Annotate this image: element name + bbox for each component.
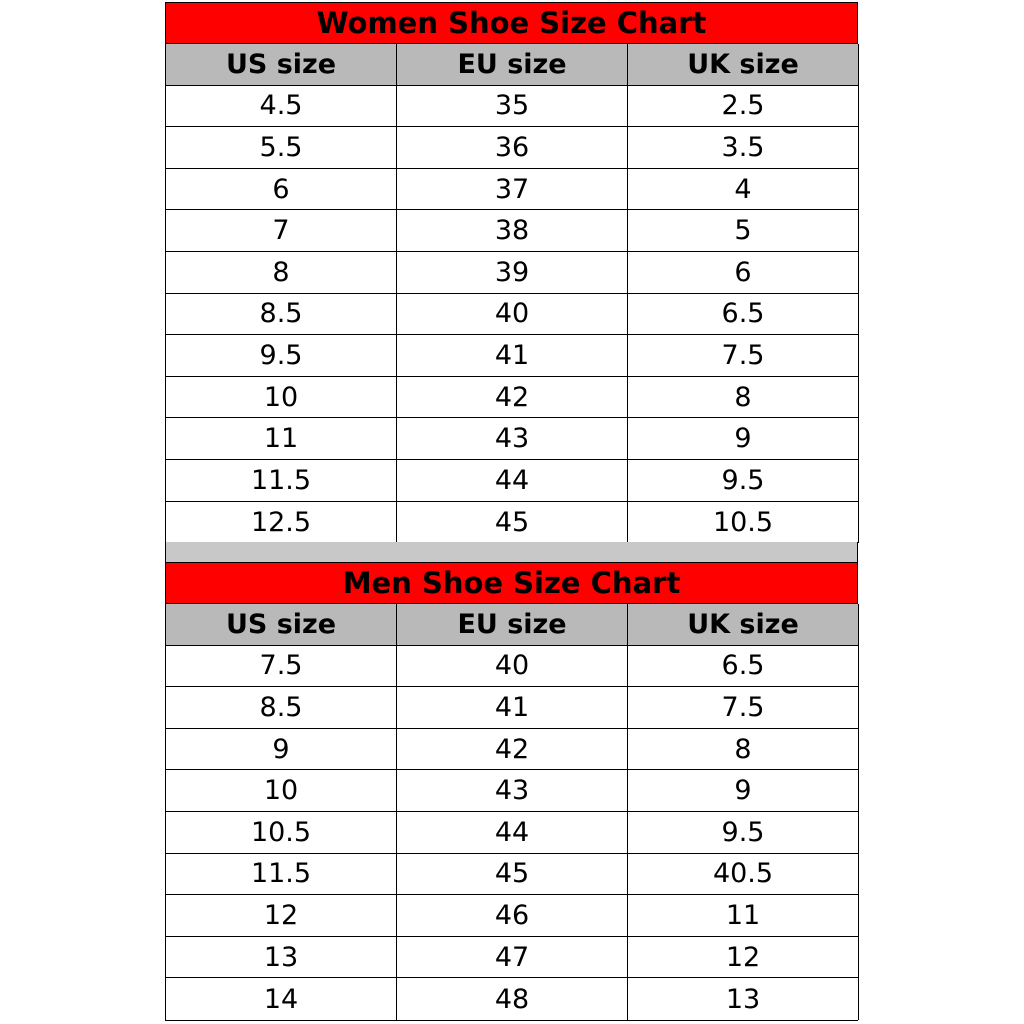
women-cell-eu: 41	[397, 335, 628, 377]
women-cell-uk: 4	[628, 169, 859, 211]
men-cell-us: 10	[166, 770, 397, 812]
women-cell-uk: 9.5	[628, 460, 859, 502]
women-cell-eu: 40	[397, 294, 628, 336]
women-size-table	[165, 44, 858, 544]
men-header-eu: EU size	[397, 604, 628, 646]
women-cell-us: 4.5	[166, 86, 397, 128]
women-cell-eu: 36	[397, 127, 628, 169]
men-header-uk: UK size	[628, 604, 859, 646]
women-cell-uk: 8	[628, 377, 859, 419]
men-cell-eu: 43	[397, 770, 628, 812]
women-cell-uk: 2.5	[628, 86, 859, 128]
men-cell-uk: 9	[628, 770, 859, 812]
men-cell-eu: 45	[397, 854, 628, 896]
women-size-chart	[165, 2, 858, 544]
women-cell-eu: 43	[397, 418, 628, 460]
men-cell-eu: 41	[397, 687, 628, 729]
women-cell-us: 7	[166, 210, 397, 252]
women-cell-us: 8	[166, 252, 397, 294]
men-cell-uk: 13	[628, 978, 859, 1020]
men-cell-us: 11.5	[166, 854, 397, 896]
women-cell-us: 11	[166, 418, 397, 460]
women-cell-eu: 45	[397, 502, 628, 544]
women-cell-eu: 44	[397, 460, 628, 502]
men-cell-eu: 44	[397, 812, 628, 854]
men-cell-eu: 48	[397, 978, 628, 1020]
women-cell-eu: 39	[397, 252, 628, 294]
men-cell-us: 12	[166, 895, 397, 937]
men-header-us: US size	[166, 604, 397, 646]
men-cell-us: 10.5	[166, 812, 397, 854]
men-size-chart	[165, 562, 858, 1021]
men-size-table	[165, 604, 858, 1021]
women-cell-uk: 10.5	[628, 502, 859, 544]
women-header-uk: UK size	[628, 44, 859, 86]
women-cell-us: 11.5	[166, 460, 397, 502]
men-cell-eu: 47	[397, 937, 628, 979]
men-cell-eu: 46	[397, 895, 628, 937]
men-cell-uk: 11	[628, 895, 859, 937]
women-cell-uk: 3.5	[628, 127, 859, 169]
women-cell-uk: 6	[628, 252, 859, 294]
men-cell-uk: 8	[628, 729, 859, 771]
chart-separator	[165, 542, 858, 562]
women-cell-uk: 5	[628, 210, 859, 252]
women-cell-eu: 38	[397, 210, 628, 252]
men-cell-eu: 42	[397, 729, 628, 771]
men-cell-us: 9	[166, 729, 397, 771]
men-cell-us: 14	[166, 978, 397, 1020]
men-cell-us: 13	[166, 937, 397, 979]
women-cell-us: 9.5	[166, 335, 397, 377]
women-cell-eu: 42	[397, 377, 628, 419]
men-cell-uk: 6.5	[628, 646, 859, 688]
men-cell-uk: 40.5	[628, 854, 859, 896]
women-cell-eu: 35	[397, 86, 628, 128]
men-cell-uk: 9.5	[628, 812, 859, 854]
women-cell-uk: 6.5	[628, 294, 859, 336]
women-cell-uk: 9	[628, 418, 859, 460]
women-cell-us: 12.5	[166, 502, 397, 544]
men-cell-eu: 40	[397, 646, 628, 688]
men-cell-us: 8.5	[166, 687, 397, 729]
women-cell-us: 8.5	[166, 294, 397, 336]
women-cell-us: 6	[166, 169, 397, 211]
men-chart-title: Men Shoe Size Chart	[165, 562, 858, 604]
men-cell-uk: 12	[628, 937, 859, 979]
women-cell-uk: 7.5	[628, 335, 859, 377]
men-cell-us: 7.5	[166, 646, 397, 688]
women-header-us: US size	[166, 44, 397, 86]
women-chart-title: Women Shoe Size Chart	[165, 2, 858, 44]
women-cell-eu: 37	[397, 169, 628, 211]
women-cell-us: 10	[166, 377, 397, 419]
women-header-eu: EU size	[397, 44, 628, 86]
men-cell-uk: 7.5	[628, 687, 859, 729]
women-cell-us: 5.5	[166, 127, 397, 169]
